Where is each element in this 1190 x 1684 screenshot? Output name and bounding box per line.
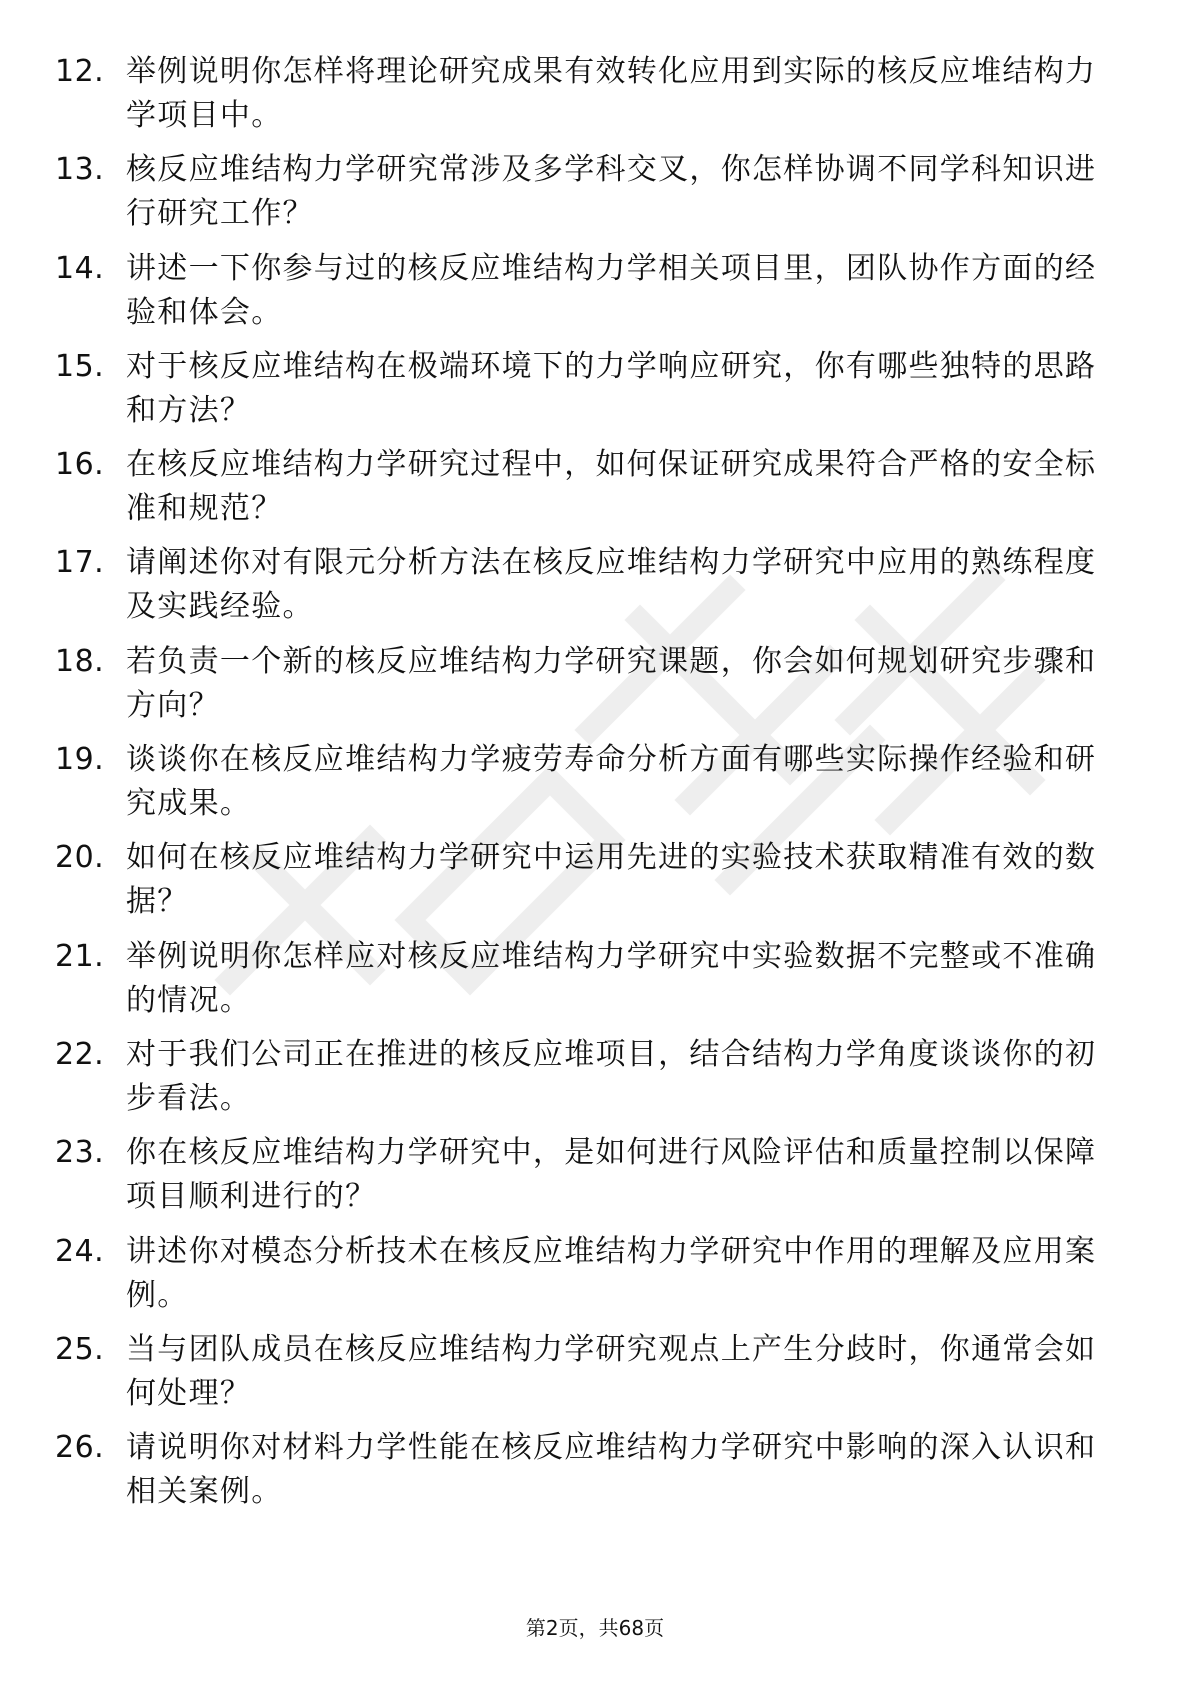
question-text: 请阐述你对有限元分析方法在核反应堆结构力学研究中应用的熟练程度及实践经验。: [126, 545, 1097, 625]
question-number: 14.: [55, 250, 105, 286]
question-text: 举例说明你怎样将理论研究成果有效转化应用到实际的核反应堆结构力学项目中。: [126, 54, 1097, 133]
question-number: 13.: [55, 152, 105, 188]
question-text: 你在核反应堆结构力学研究中，是如何进行风险评估和质量控制以保障项目顺利进行的？: [126, 1135, 1097, 1215]
question-text: 核反应堆结构力学研究常涉及多学科交叉，你怎样协调不同学科知识进行研究工作？: [126, 152, 1097, 232]
page-number: 第2页，共68页: [525, 1616, 665, 1640]
list-item: [0, 1328, 1190, 1426]
list-item: [0, 935, 1190, 1033]
question-number: 12.: [55, 54, 105, 89]
question-number: 18.: [55, 643, 105, 679]
question-number: 23.: [55, 1135, 105, 1171]
list-item: [0, 1033, 1190, 1131]
list-item: [0, 1131, 1190, 1229]
question-number: 20.: [55, 840, 105, 876]
list-item: [0, 836, 1190, 934]
list-item: [0, 640, 1190, 738]
list-item: [0, 50, 1190, 148]
question-text: 对于我们公司正在推进的核反应堆项目，结合结构力学角度谈谈你的初步看法。: [126, 1036, 1097, 1116]
question-text: 讲述你对模态分析技术在核反应堆结构力学研究中作用的理解及应用案例。: [126, 1233, 1097, 1313]
question-number: 21.: [55, 938, 105, 974]
question-text: 在核反应堆结构力学研究过程中，如何保证研究成果符合严格的安全标准和规范？: [126, 447, 1097, 527]
list-item: [0, 443, 1190, 541]
question-number: 22.: [55, 1036, 105, 1072]
question-text: 谈谈你在核反应堆结构力学疲劳寿命分析方面有哪些实际操作经验和研究成果。: [126, 742, 1097, 822]
question-text: 对于核反应堆结构在极端环境下的力学响应研究，你有哪些独特的思路和方法？: [126, 348, 1097, 428]
question-number: 15.: [55, 348, 105, 384]
question-number: 19.: [55, 742, 105, 778]
question-text: 如何在核反应堆结构力学研究中运用先进的实验技术获取精准有效的数据？: [126, 840, 1097, 920]
question-number: 17.: [55, 545, 105, 581]
list-item: [0, 738, 1190, 836]
list-item: [0, 247, 1190, 345]
list-item: [0, 148, 1190, 246]
question-text: 当与团队成员在核反应堆结构力学研究观点上产生分歧时，你通常会如何处理？: [126, 1331, 1097, 1411]
question-text: 若负责一个新的核反应堆结构力学研究课题，你会如何规划研究步骤和方向？: [126, 643, 1097, 723]
question-text: 讲述一下你参与过的核反应堆结构力学相关项目里，团队协作方面的经验和体会。: [126, 250, 1097, 330]
list-item: [0, 1426, 1190, 1524]
question-list: [0, 50, 1190, 1524]
question-number: 26.: [55, 1430, 105, 1466]
list-item: [0, 345, 1190, 443]
list-item: [0, 1230, 1190, 1328]
question-text: 请说明你对材料力学性能在核反应堆结构力学研究中影响的深入认识和相关案例。: [126, 1430, 1097, 1510]
question-number: 16.: [55, 447, 105, 483]
question-number: 25.: [55, 1331, 105, 1367]
question-text: 举例说明你怎样应对核反应堆结构力学研究中实验数据不完整或不准确的情况。: [126, 938, 1097, 1018]
list-item: [0, 541, 1190, 639]
question-number: 24.: [55, 1233, 105, 1269]
